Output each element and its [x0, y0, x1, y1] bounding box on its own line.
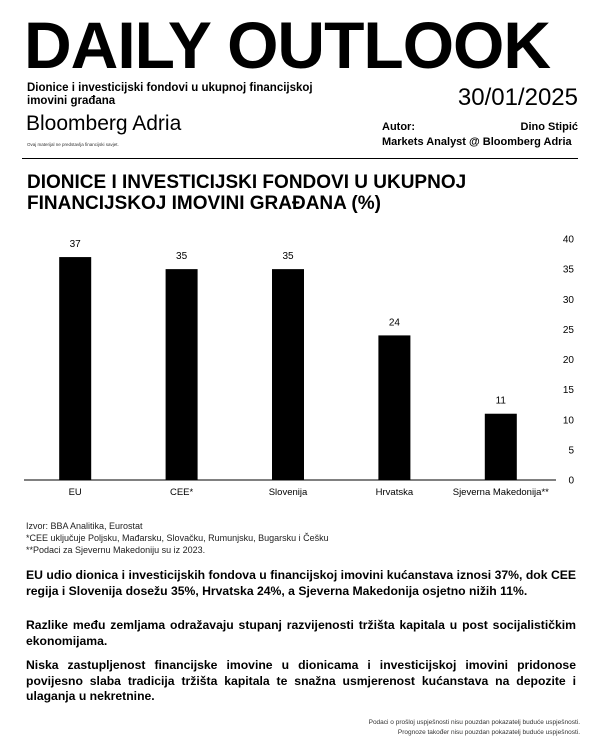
chart-title: DIONICE I INVESTICIJSKI FONDOVI U UKUPNOJ FINANCIJSKOJ IMOVINI GRAĐANA (%) [27, 172, 467, 214]
y-tick-label: 20 [562, 355, 574, 366]
bar [59, 257, 91, 480]
data-label: 24 [388, 317, 400, 329]
chart-notes [26, 520, 329, 556]
x-tick-label: Slovenija [268, 487, 308, 498]
summary-paragraph-2: Razlike među zemljama odražavaju stupanj razvijenosti tržišta kapitala u post socijalističkim ekonomijama. [26, 618, 576, 648]
macedonia-footnote: **Podaci za Sjevernu Makedoniju su iz 2023. [26, 545, 206, 555]
report-date: 30/01/2025 [457, 84, 578, 111]
data-label: 11 [495, 395, 506, 407]
summary-paragraph-3: Niska zastupljenost financijske imovine u dionicama i investicijskoj imovini pridonose povijesno slaba tradicija tržišta kapitala te snažna usmjerenost kućanstava na depozite i ulaganja u nekretnine. [26, 658, 576, 703]
summary-paragraph-1: EU udio dionica i investicijskih fondova u financijskoj imovini kućanstava iznosi 37%, dok CEE regija i Slovenija dosežu 35%, Hrvatska 24%, a Sjeverna Makedonija osjetno nižih 11%. [26, 568, 576, 598]
data-label: 35 [282, 251, 294, 263]
source-note: Izvor: BBA Analitika, Eurostat [26, 521, 143, 531]
author-role: Markets Analyst @ Bloomberg Adria [382, 136, 572, 148]
report-subtitle: Dionice i investicijski fondovi u ukupnoj financijskoj imovini građana [27, 82, 313, 107]
small-disclaimer: Ovaj materijal ne predstavlja financijski savjet. [27, 142, 119, 147]
data-label: 37 [69, 239, 81, 251]
author-name: Dino Stipić [520, 121, 578, 133]
masthead-title: DAILY OUTLOOK [24, 8, 551, 82]
footer-disclaimer-1: Podaci o prošlој uspješnosti nisu pouzdan pokazatelj buduće uspješnosti. [368, 719, 580, 726]
x-tick-label: CEE* [169, 487, 194, 498]
header-divider [22, 158, 578, 159]
y-tick-label: 40 [562, 234, 574, 246]
y-tick-label: 10 [562, 415, 574, 427]
author-label: Autor: [382, 121, 415, 133]
x-tick-label: EU [68, 487, 82, 498]
footer-disclaimer-2: Prognoze također nisu pouzdan pokazatelj buduće uspješnosti. [397, 729, 580, 736]
bar [272, 269, 304, 480]
bar [485, 414, 517, 480]
bar-chart [0, 225, 600, 510]
y-tick-label: 25 [562, 324, 574, 336]
bar [378, 335, 410, 480]
x-tick-label: Hrvatska [375, 487, 414, 498]
bar [166, 269, 198, 480]
y-tick-label: 30 [562, 294, 574, 306]
y-tick-label: 5 [568, 445, 574, 457]
brand-logo: Bloomberg Adria [26, 112, 182, 135]
data-label: 35 [176, 251, 188, 263]
y-tick-label: 15 [562, 385, 574, 397]
y-tick-label: 0 [568, 475, 574, 487]
x-tick-label: Sjeverna Makedonija** [452, 487, 549, 498]
y-tick-label: 35 [562, 264, 574, 276]
cee-footnote: *CEE uključuje Poljsku, Mađarsku, Slovačku, Rumunjsku, Bugarsku i Češku [26, 533, 329, 543]
